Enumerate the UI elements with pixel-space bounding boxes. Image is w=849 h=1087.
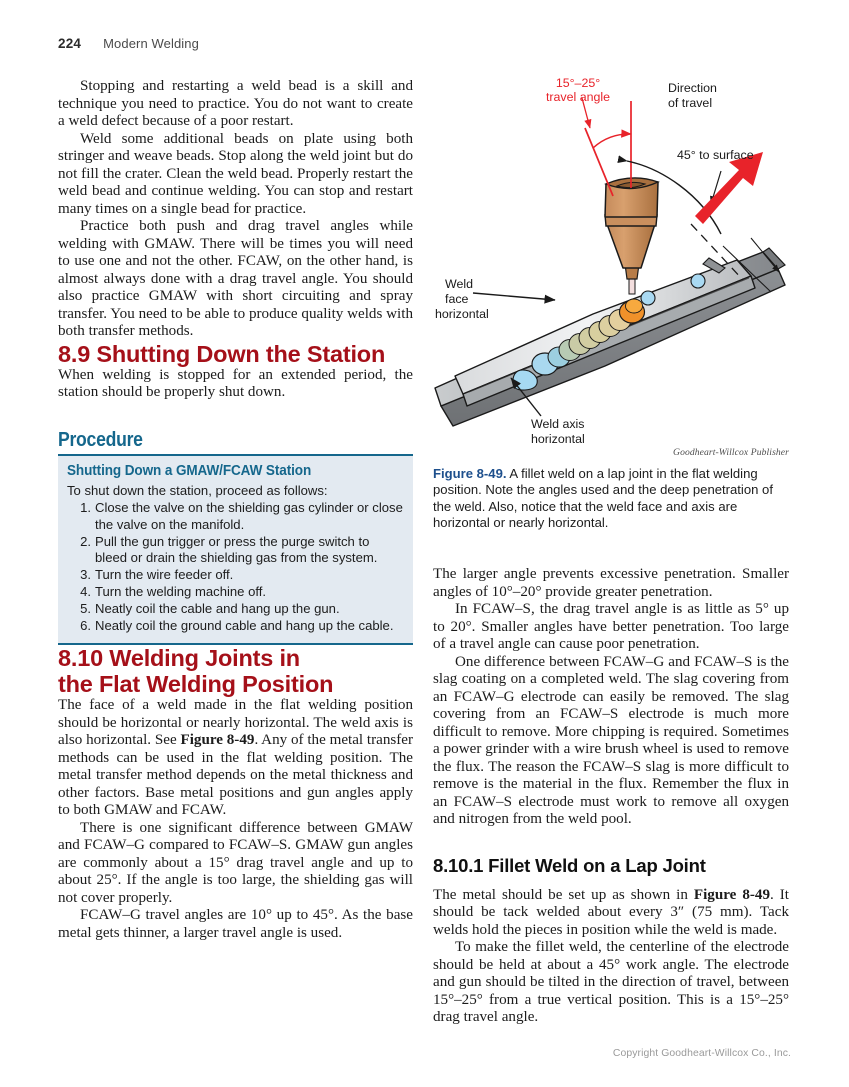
paragraph: The face of a weld made in the flat welding position should be horizontal or nearly horizontal. The weld axis is also horizontal. See Figure 8-49. Any of the metal transfer methods can be used in the flat welding position. The metal transfer method depends on the metal thickness and other factors. Base metal positions and gun angles apply to both GMAW and FCAW. (58, 697, 414, 819)
copyright-line: Copyright Goodheart-Willcox Co., Inc. (612, 1048, 791, 1059)
figure-number: Figure 8-49. (433, 466, 507, 481)
procedure-step-list (67, 500, 404, 634)
paragraph: Weld some additional beads on plate using both stringer and weave beads. Stop along the weld joint but do not fill the crater. Clean the weld bead. Properly restart the weld bead and continue welding. You can stop and restart many times on a single bead for practice. (58, 130, 413, 217)
running-head (58, 36, 199, 51)
right-column (433, 566, 789, 1027)
procedure-step: Turn the welding machine off. (95, 583, 267, 599)
paragraph: FCAW–G travel angles are 10° up to 45°. As the base metal gets thinner, a larger travel angle is used. (58, 907, 413, 941)
section-heading-line-1: 8.10 Welding Joints in (58, 645, 300, 672)
figure-caption (433, 466, 789, 531)
paragraph: The metal should be set up as shown in Figure 8-49. It should be tack welded about every 3″ (75 mm). Tack welds hold the pieces in position while the weld is made. (433, 886, 790, 938)
paragraph: In FCAW–S, the drag travel angle is as little as 5° up to 20°. Smaller angles have better penetration. Too large of a travel angle can cause poor penetration. (433, 601, 789, 652)
direction-label-line2: of travel (668, 96, 713, 110)
procedure-title: Shutting Down a GMAW/FCAW Station (67, 463, 312, 479)
weld-face-label-line1: Weld (445, 277, 474, 291)
procedure-intro: To shut down the station, proceed as follows: (67, 483, 328, 498)
procedure-step: Pull the gun trigger or press the purge switch to bleed or drain the shielding gas from the system. (95, 533, 378, 566)
travel-angle-arc (593, 134, 631, 148)
section-heading-8-9: 8.9 Shutting Down the Station (58, 340, 386, 367)
figure-artwork (433, 76, 789, 446)
surface-angle-label: 45° to surface (677, 148, 754, 162)
page-number: 224 (58, 36, 82, 51)
weld-face-label-line3: horizontal (435, 307, 489, 321)
weld-axis-label-line1: Weld axis (531, 417, 585, 431)
procedure-step: Neatly coil the ground cable and hang up the cable. (95, 617, 394, 633)
left-column (58, 78, 413, 942)
procedure-step: Turn the wire feeder off. (95, 567, 234, 583)
procedure-step: Neatly coil the cable and hang up the gun. (95, 600, 340, 616)
travel-angle-label-line1: 15°–25° (555, 76, 601, 90)
paragraph: When welding is stopped for an extended period, the station should be properly shut down. (58, 366, 413, 400)
procedure-step: Close the valve on the shielding gas cylinder or close the valve on the manifold. (95, 500, 403, 532)
figure-caption-text: A fillet weld on a lap joint in the flat welding position. Note the angles used and the deep penetration of the weld. Also, notice that the weld face and axis are horizontal or nearly horizontal. (433, 466, 773, 530)
procedure-block (58, 430, 413, 646)
section-heading-8-10-1: 8.10.1 Fillet Weld on a Lap Joint (433, 854, 706, 876)
figure-credit: Goodheart-Willcox Publisher (673, 447, 789, 458)
paragraph: Stopping and restarting a weld bead is a skill and technique you need to practice. You do not want to create a weld defect because of a poor restart. (58, 78, 413, 129)
direction-of-travel-arrow (695, 152, 763, 224)
paragraph: Practice both push and drag travel angles while welding with GMAW. There will be times you will need to use one and not the other. FCAW, on the other hand, is almost always done with a drag travel angle. You should also practice GMAW with short circuiting and spray transfer. You need to be able to produce quality welds with both transfer methods. (58, 218, 413, 339)
paragraph: There is one significant difference between GMAW and FCAW–G compared to FCAW–S. GMAW gun angles are commonly about a 15° drag travel angle and up to about 25°. If the angle is too large, the shielding gas will not cover properly. (58, 819, 413, 906)
weld-face-label-line2: face (445, 292, 469, 306)
procedure-box (58, 456, 413, 643)
paragraph: One difference between FCAW–G and FCAW–S is the slag coating on a completed weld. The slag covering from an FCAW–G electrode can easily be removed. The slag covering from an FCAW–S electrode is much more difficult to remove. More chipping is required. Sometimes a power grinder with a wire brush wheel is used to remove the flux. The reason the FCAW–S slag is more difficult to remove is the material in the flux. Remember the flux in an FCAW–S electrode must work to remove all oxygen and nitrogen from the weld pool. (433, 653, 789, 827)
section-heading-8-10 (58, 645, 413, 697)
direction-label-line1: Direction (668, 81, 717, 95)
paragraph: The larger angle prevents excessive penetration. Smaller angles of 10°–20° provide greater penetration. (433, 566, 789, 600)
section-heading-line-2: the Flat Welding Position (58, 671, 334, 698)
weld-face-leader (473, 293, 555, 300)
droplet (641, 291, 655, 305)
figure-reference: Figure 8-49 (180, 732, 255, 749)
paragraph: To make the fillet weld, the centerline of the electrode should be held at about a 45° work angle. The electrode and gun should be tilted in the direction of travel, between 15°–25° from a true vertical position. This is a 15°–25° drag travel angle. (433, 939, 789, 1025)
weld-axis-label-line2: horizontal (531, 432, 585, 446)
book-title: Modern Welding (103, 36, 199, 51)
figure-reference: Figure 8-49 (693, 886, 771, 903)
procedure-label: Procedure (58, 428, 143, 451)
travel-angle-label-line2: travel angle (545, 90, 611, 104)
figure-8-49 (433, 76, 789, 531)
droplet (691, 274, 705, 288)
